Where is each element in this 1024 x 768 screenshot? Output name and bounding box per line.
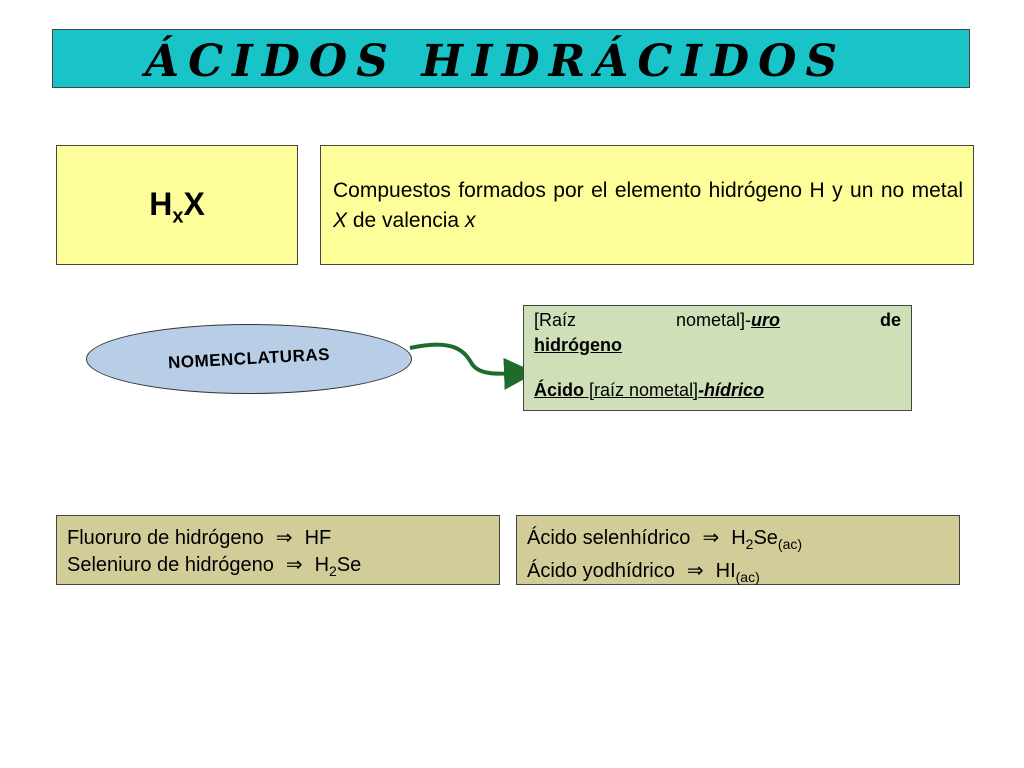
general-formula-box — [56, 145, 298, 265]
example-row — [527, 558, 949, 591]
example-formula: HF — [304, 527, 332, 549]
example-formula: HI — [715, 560, 736, 582]
rule2-acido: Ácido — [534, 380, 585, 400]
implies-arrow-icon: ⇒ — [285, 554, 303, 576]
nomenclature-rules-box — [523, 305, 912, 411]
rule1-suffix-uro: uro — [751, 310, 781, 330]
example-subscript: 2 — [329, 563, 337, 579]
nomenclature-label: NOMENCLATURAS — [167, 344, 331, 373]
definition-text-1: Compuestos formados por el elemento hidrógeno H y un no metal — [333, 179, 963, 202]
formula-hydrogen: H — [149, 185, 173, 222]
example-subscript: 2 — [745, 536, 754, 552]
general-formula — [149, 186, 205, 228]
example-phase: (ac) — [735, 569, 760, 585]
implies-arrow-icon: ⇒ — [275, 527, 293, 549]
rule2-root: [raíz nometal] — [584, 380, 699, 400]
example-row — [67, 525, 489, 552]
example-formula: H — [314, 554, 330, 576]
connector-arrow-icon — [400, 330, 540, 390]
definition-text-2: de valencia — [347, 209, 465, 232]
formula-element: X — [183, 185, 205, 222]
example-formula-tail: Se — [753, 527, 778, 549]
example-row — [527, 525, 949, 558]
example-name: Seleniuro de hidrógeno — [67, 554, 274, 576]
examples-traditional-box — [516, 515, 960, 585]
rule1-de: de — [780, 310, 901, 330]
example-formula: H — [731, 527, 746, 549]
example-formula-tail: Se — [336, 554, 362, 576]
page-title: ÁCIDOS HIDRÁCIDOS — [145, 36, 847, 87]
example-phase: (ac) — [777, 536, 803, 552]
rule-stock-line2: hidrógeno — [534, 335, 622, 355]
rule1-root: [Raíz nometal]- — [534, 310, 752, 330]
example-name: Ácido selenhídrico — [527, 527, 691, 549]
example-name: Fluoruro de hidrógeno — [67, 527, 264, 549]
definition-var-x-lower: x — [464, 209, 476, 232]
rule-stock-line1 — [534, 308, 901, 333]
implies-arrow-icon: ⇒ — [686, 560, 704, 582]
nomenclature-ellipse — [86, 324, 412, 394]
example-row — [67, 552, 489, 585]
formula-subscript: x — [172, 205, 184, 228]
definition-var-x-upper: X — [333, 209, 348, 232]
title-banner — [52, 29, 970, 88]
example-name: Ácido yodhídrico — [527, 560, 675, 582]
examples-stock-box — [56, 515, 500, 585]
rule-traditional — [534, 378, 901, 403]
rule-spacer — [534, 358, 901, 378]
implies-arrow-icon: ⇒ — [702, 527, 720, 549]
definition-box — [320, 145, 974, 265]
rule2-suffix: -hídrico — [698, 380, 765, 400]
